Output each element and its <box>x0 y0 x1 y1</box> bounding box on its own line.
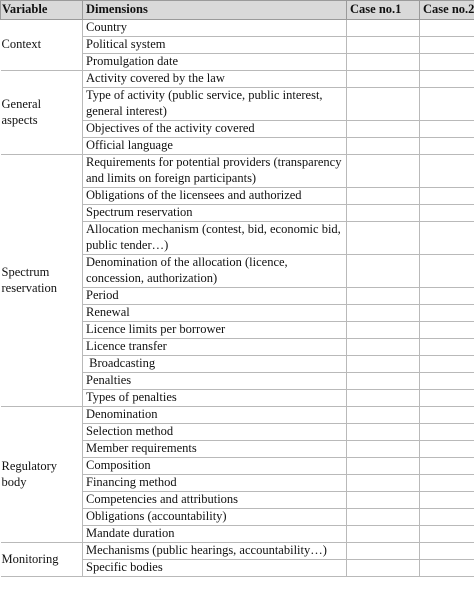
case-1-cell <box>347 222 420 255</box>
case-1-cell <box>347 441 420 458</box>
header-variable: Variable <box>1 1 83 20</box>
case-2-cell <box>420 509 474 526</box>
case-2-cell <box>420 543 474 560</box>
case-1-cell <box>347 54 420 71</box>
dimension-cell: Composition <box>83 458 347 475</box>
case-1-cell <box>347 71 420 88</box>
case-2-cell <box>420 424 474 441</box>
dimension-cell: Licence transfer <box>83 339 347 356</box>
dimension-cell: Obligations of the licensees and authorized <box>83 188 347 205</box>
case-1-cell <box>347 356 420 373</box>
case-1-cell <box>347 88 420 121</box>
dimension-cell: Denomination of the allocation (licence, concession, authorization) <box>83 255 347 288</box>
dimension-cell: Denomination <box>83 407 347 424</box>
dimension-cell: Financing method <box>83 475 347 492</box>
case-2-cell <box>420 339 474 356</box>
case-2-cell <box>420 492 474 509</box>
dimension-cell: Types of penalties <box>83 390 347 407</box>
variable-cell-regulatory-body: Regulatory body <box>1 407 83 543</box>
case-1-cell <box>347 475 420 492</box>
case-2-cell <box>420 475 474 492</box>
dimension-cell: Period <box>83 288 347 305</box>
case-1-cell <box>347 543 420 560</box>
dimension-cell: Competencies and attributions <box>83 492 347 509</box>
case-1-cell <box>347 138 420 155</box>
case-2-cell <box>420 255 474 288</box>
table-row <box>1 543 474 560</box>
case-1-cell <box>347 305 420 322</box>
dimension-cell: Penalties <box>83 373 347 390</box>
case-2-cell <box>420 155 474 188</box>
case-2-cell <box>420 373 474 390</box>
dimension-cell: Selection method <box>83 424 347 441</box>
case-1-cell <box>347 526 420 543</box>
case-2-cell <box>420 526 474 543</box>
case-1-cell <box>347 390 420 407</box>
case-1-cell <box>347 20 420 37</box>
case-1-cell <box>347 339 420 356</box>
case-2-cell <box>420 138 474 155</box>
dimension-cell: Political system <box>83 37 347 54</box>
case-2-cell <box>420 121 474 138</box>
variable-cell-spectrum-reservation: Spectrum reservation <box>1 155 83 407</box>
dimension-cell: Objectives of the activity covered <box>83 121 347 138</box>
dimension-cell: Requirements for potential providers (transparency and limits on foreign participants) <box>83 155 347 188</box>
dimension-cell: Spectrum reservation <box>83 205 347 222</box>
case-2-cell <box>420 322 474 339</box>
table-row <box>1 155 474 188</box>
case-2-cell <box>420 20 474 37</box>
case-1-cell <box>347 407 420 424</box>
header-row <box>1 1 474 20</box>
case-1-cell <box>347 288 420 305</box>
case-1-cell <box>347 121 420 138</box>
case-2-cell <box>420 54 474 71</box>
case-2-cell <box>420 222 474 255</box>
case-1-cell <box>347 205 420 222</box>
dimension-cell: Member requirements <box>83 441 347 458</box>
dimension-cell: Activity covered by the law <box>83 71 347 88</box>
header-dimensions: Dimensions <box>83 1 347 20</box>
case-1-cell <box>347 155 420 188</box>
dimension-cell: Official language <box>83 138 347 155</box>
case-2-cell <box>420 205 474 222</box>
dimension-cell: Obligations (accountability) <box>83 509 347 526</box>
table-row <box>1 20 474 37</box>
case-2-cell <box>420 560 474 577</box>
variable-cell-general-aspects: General aspects <box>1 71 83 155</box>
case-1-cell <box>347 322 420 339</box>
case-2-cell <box>420 407 474 424</box>
dimension-cell: Broadcasting <box>83 356 347 373</box>
case-2-cell <box>420 441 474 458</box>
case-2-cell <box>420 458 474 475</box>
header-case-1: Case no.1 <box>347 1 420 20</box>
dimension-cell: Specific bodies <box>83 560 347 577</box>
case-1-cell <box>347 424 420 441</box>
variable-cell-monitoring: Monitoring <box>1 543 83 577</box>
dimension-cell: Country <box>83 20 347 37</box>
header-case-2: Case no.2 <box>420 1 474 20</box>
dimension-cell: Licence limits per borrower <box>83 322 347 339</box>
case-1-cell <box>347 37 420 54</box>
case-1-cell <box>347 492 420 509</box>
case-1-cell <box>347 255 420 288</box>
case-2-cell <box>420 88 474 121</box>
table-row <box>1 71 474 88</box>
case-2-cell <box>420 356 474 373</box>
dimension-cell: Type of activity (public service, public interest, general interest) <box>83 88 347 121</box>
dimension-cell: Allocation mechanism (contest, bid, economic bid, public tender…) <box>83 222 347 255</box>
case-1-cell <box>347 560 420 577</box>
dimension-cell: Mechanisms (public hearings, accountability…) <box>83 543 347 560</box>
dimension-cell: Renewal <box>83 305 347 322</box>
case-2-cell <box>420 305 474 322</box>
case-1-cell <box>347 373 420 390</box>
dimension-cell: Mandate duration <box>83 526 347 543</box>
case-1-cell <box>347 188 420 205</box>
table-row <box>1 407 474 424</box>
case-2-cell <box>420 71 474 88</box>
dimension-cell: Promulgation date <box>83 54 347 71</box>
variable-cell-context: Context <box>1 20 83 71</box>
case-2-cell <box>420 390 474 407</box>
case-1-cell <box>347 509 420 526</box>
case-2-cell <box>420 37 474 54</box>
case-2-cell <box>420 288 474 305</box>
table-body <box>1 20 474 577</box>
case-1-cell <box>347 458 420 475</box>
case-2-cell <box>420 188 474 205</box>
